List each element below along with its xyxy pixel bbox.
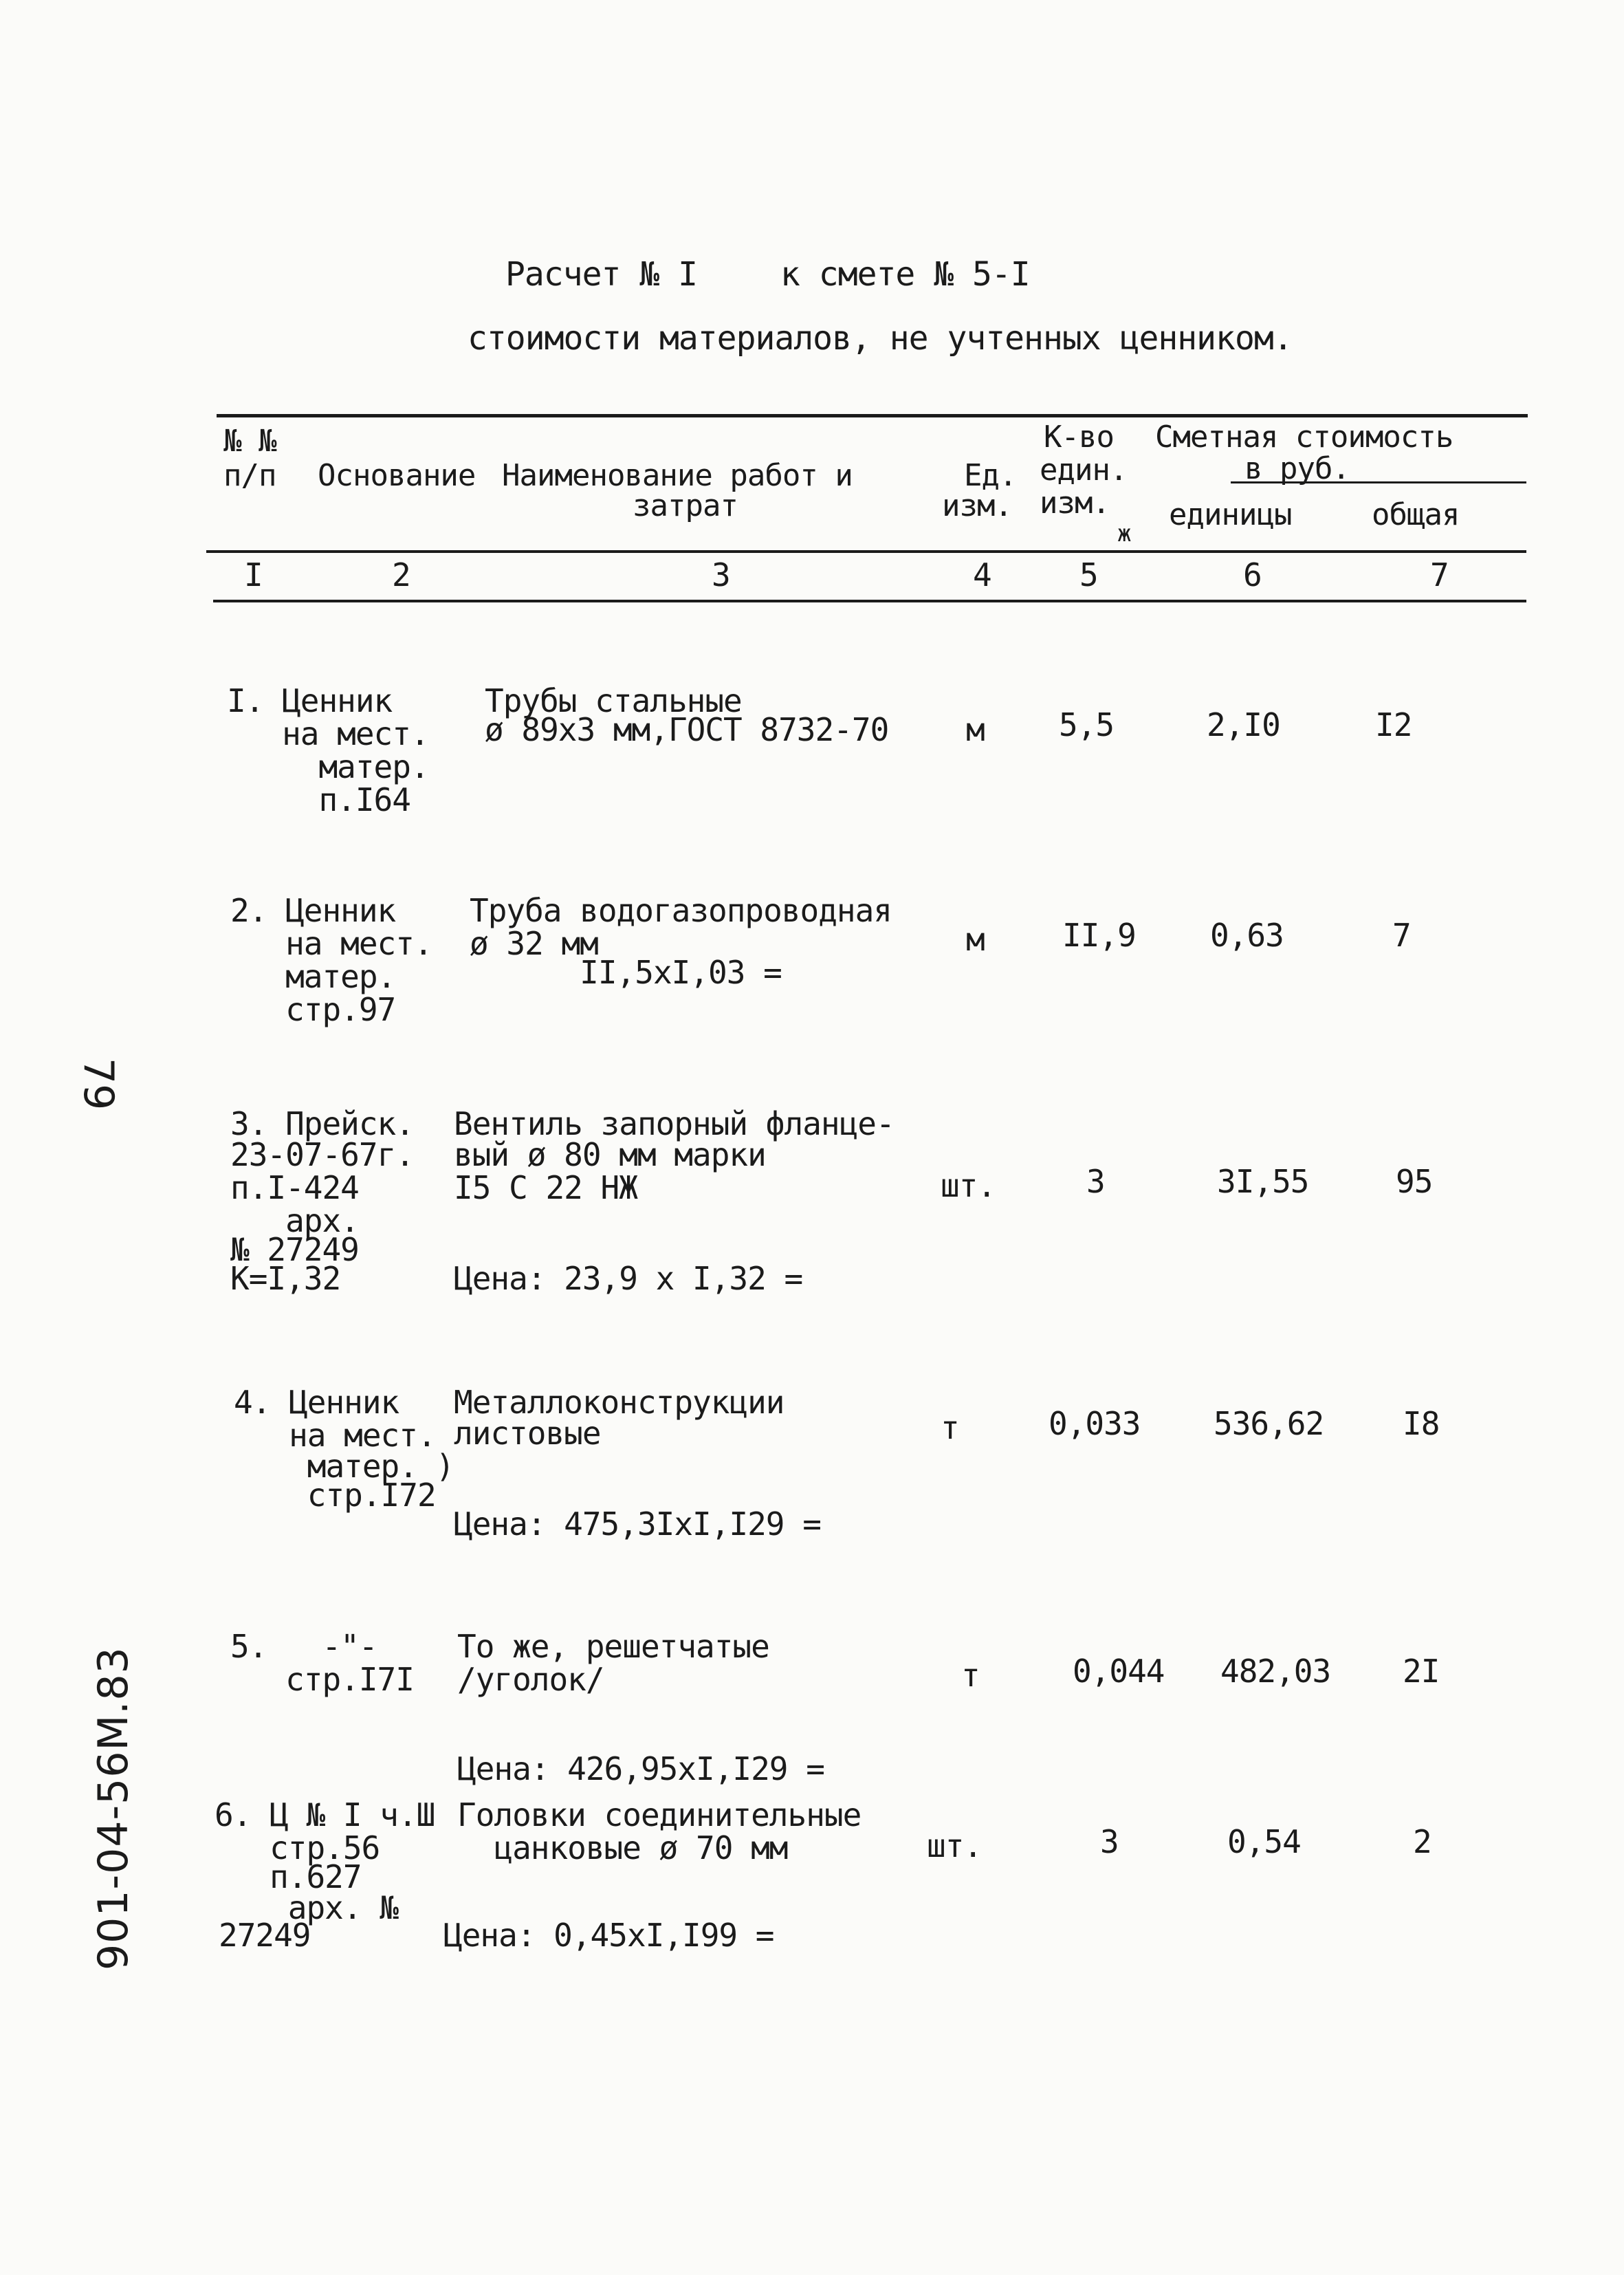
title-estimate: к смете № 5-I [780,255,1030,294]
col-number: 7 [1430,556,1449,594]
row-name-line: /уголок/ [457,1661,604,1698]
row-qty: 0,044 [1073,1653,1165,1690]
header-cost-total: общая [1372,497,1460,532]
header-unit-2: изм. [942,488,1012,523]
row-price: 0,63 [1210,917,1284,954]
row-unit: т [961,1657,980,1694]
page-number: 79 [74,1058,122,1111]
row-name-line: II,5хI,03 = [470,954,782,991]
row-basis-line: стр.97 [230,991,396,1028]
row-total: 7 [1392,917,1411,954]
title-subtitle: стоимости материалов, не учтенных ценником. [468,319,1293,358]
row-name-line: Трубы стальные [485,682,742,719]
row-name-line: Головки соединительные [457,1796,862,1833]
row-basis-line: матер. [230,958,396,995]
row-unit: шт. [927,1827,983,1864]
row-qty: II,9 [1062,917,1136,954]
row-unit: т [941,1409,959,1446]
header-name-2: затрат [633,488,738,523]
row-total: 95 [1396,1163,1433,1200]
row-unit: м [966,711,985,748]
row-basis-line: стр.I72 [234,1477,436,1514]
header-cost-group-2: в руб. [1244,451,1350,486]
col-number: 5 [1079,556,1098,594]
row-basis-line: 3. Прейск. [230,1105,414,1142]
header-qty-2: един. [1040,453,1128,488]
row-name-line: Цена: 0,45хI,I99 = [443,1917,774,1954]
document-code-text: 901-04-56M.83 [89,1646,138,1970]
header-top-rule [217,414,1528,417]
col-number: 2 [392,556,410,594]
row-name-line: Цена: 23,9 х I,32 = [454,1260,803,1297]
row-price: 3I,55 [1217,1163,1309,1200]
row-name-line: цанковые ø 70 мм [457,1829,788,1866]
row-name-line: То же, решетчатые [457,1628,769,1665]
column-numbers-rule [213,600,1526,602]
row-name-line: ø 32 мм [470,925,598,962]
row-basis-line: I. Ценник [227,682,393,719]
row-basis-line: п.I-424 [230,1169,359,1206]
row-name-line: Цена: 426,95хI,I29 = [457,1750,824,1787]
row-basis-line: арх. № [215,1889,398,1926]
row-basis-line: 5. -"- [230,1628,377,1665]
header-name-1: Наименование работ и [502,458,853,493]
col-number: 6 [1243,556,1262,594]
row-name-line: листовые [454,1415,601,1452]
row-total: 2I [1403,1653,1440,1690]
row-basis-line: матер. [227,748,429,785]
col-number: I [244,556,263,594]
row-basis-line: стр.I7I [230,1661,414,1698]
row-name-line: Цена: 475,3IхI,I29 = [454,1505,821,1543]
row-basis-line: п.I64 [227,781,410,818]
row-basis-line: К=I,32 [230,1260,341,1297]
header-cost-group-1: Сметная стоимость [1155,420,1453,455]
row-qty: 3 [1100,1823,1119,1860]
header-num-2: п/п [223,458,276,493]
row-name-line: Вентиль запорный фланце- [454,1105,895,1142]
row-basis-line: на мест. [227,715,429,752]
header-qty-mark: ж [1117,520,1131,547]
row-basis-line: 6. Ц № I ч.Ш [215,1796,435,1833]
row-basis-line: на мест. [234,1417,436,1454]
row-name-line: Металлоконструкции [454,1384,784,1421]
row-total: 2 [1413,1823,1431,1860]
row-basis-line: 23-07-67г. [230,1136,414,1173]
row-qty: 3 [1086,1163,1105,1200]
row-qty: 5,5 [1059,706,1115,743]
header-num-1: № № [223,424,276,459]
header-qty-3: изм. [1040,486,1110,521]
row-name-line: I5 С 22 НЖ [454,1169,637,1206]
col-number: 3 [712,556,730,594]
row-total: I2 [1375,706,1412,743]
header-qty-1: К-во [1044,420,1114,455]
row-basis-line: на мест. [230,925,432,962]
row-price: 2,I0 [1207,706,1280,743]
row-basis-line: стр.56 [215,1829,380,1866]
row-unit: шт. [941,1167,996,1204]
row-total: I8 [1403,1405,1440,1442]
row-name-line: Труба водогазопроводная [470,892,892,929]
row-basis-line: арх. [230,1202,359,1239]
row-name-line: вый ø 80 мм марки [454,1136,766,1173]
row-basis-line: 2. Ценник [230,892,396,929]
header-bottom-rule [206,550,1526,553]
header-cost-unit: единицы [1169,497,1292,532]
row-unit: м [966,921,985,958]
row-basis-line: 27249 [219,1917,311,1954]
row-name-line: ø 89х3 мм,ГОСТ 8732-70 [485,711,889,748]
row-basis-line: № 27249 [230,1231,359,1268]
row-basis-line: матер. ) [234,1448,454,1485]
row-basis-line: 4. Ценник [234,1384,399,1421]
row-price: 482,03 [1220,1653,1331,1690]
row-qty: 0,033 [1049,1405,1141,1442]
row-price: 536,62 [1214,1405,1324,1442]
col-number: 4 [973,556,991,594]
row-basis-line: п.627 [215,1858,362,1895]
title-calc: Расчет № I [505,255,697,294]
row-price: 0,54 [1227,1823,1301,1860]
header-unit-1: Ед. [964,458,1017,493]
header-basis: Основание [318,458,476,493]
